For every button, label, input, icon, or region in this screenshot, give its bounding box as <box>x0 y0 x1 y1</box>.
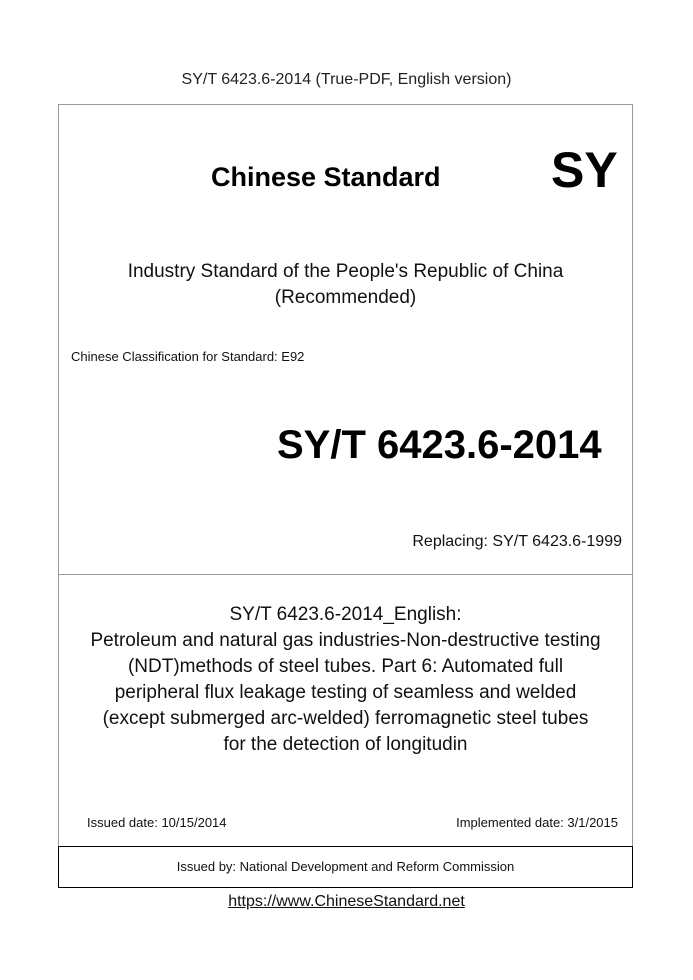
website-link[interactable]: https://www.ChineseStandard.net <box>228 893 465 910</box>
code-mark: SY <box>551 142 618 198</box>
document-description <box>59 602 632 758</box>
footer <box>0 893 693 911</box>
issued-date: Issued date: 10/15/2014 <box>87 815 227 830</box>
replacing-text: Replacing: SY/T 6423.6-1999 <box>412 533 622 550</box>
standard-label: Chinese Standard <box>211 162 441 192</box>
description-line: peripheral flux leakage testing of seamless and welded <box>114 682 577 703</box>
industry-line: Industry Standard of the People's Republic of China <box>127 261 564 282</box>
description-line: (except submerged arc-welded) ferromagnetic steel tubes <box>102 708 589 729</box>
standard-number: SY/T 6423.6-2014 <box>277 423 602 467</box>
cover-top-section <box>59 105 632 575</box>
issuer-box: Issued by: National Development and Reform Commission <box>58 846 633 888</box>
cover-frame <box>58 104 633 886</box>
description-line: for the detection of longitudin <box>223 734 468 755</box>
description-line: SY/T 6423.6-2014_English: <box>229 604 462 625</box>
implemented-date: Implemented date: 3/1/2015 <box>456 815 618 830</box>
recommended-label: (Recommended) <box>274 287 417 308</box>
description-line: Petroleum and natural gas industries-Non-destructive testing <box>90 630 601 651</box>
industry-block <box>59 259 632 311</box>
classification-text: Chinese Classification for Standard: E92 <box>71 349 305 364</box>
document-header: SY/T 6423.6-2014 (True-PDF, English version) <box>181 71 512 88</box>
description-line: (NDT)methods of steel tubes. Part 6: Automated full <box>127 656 564 677</box>
